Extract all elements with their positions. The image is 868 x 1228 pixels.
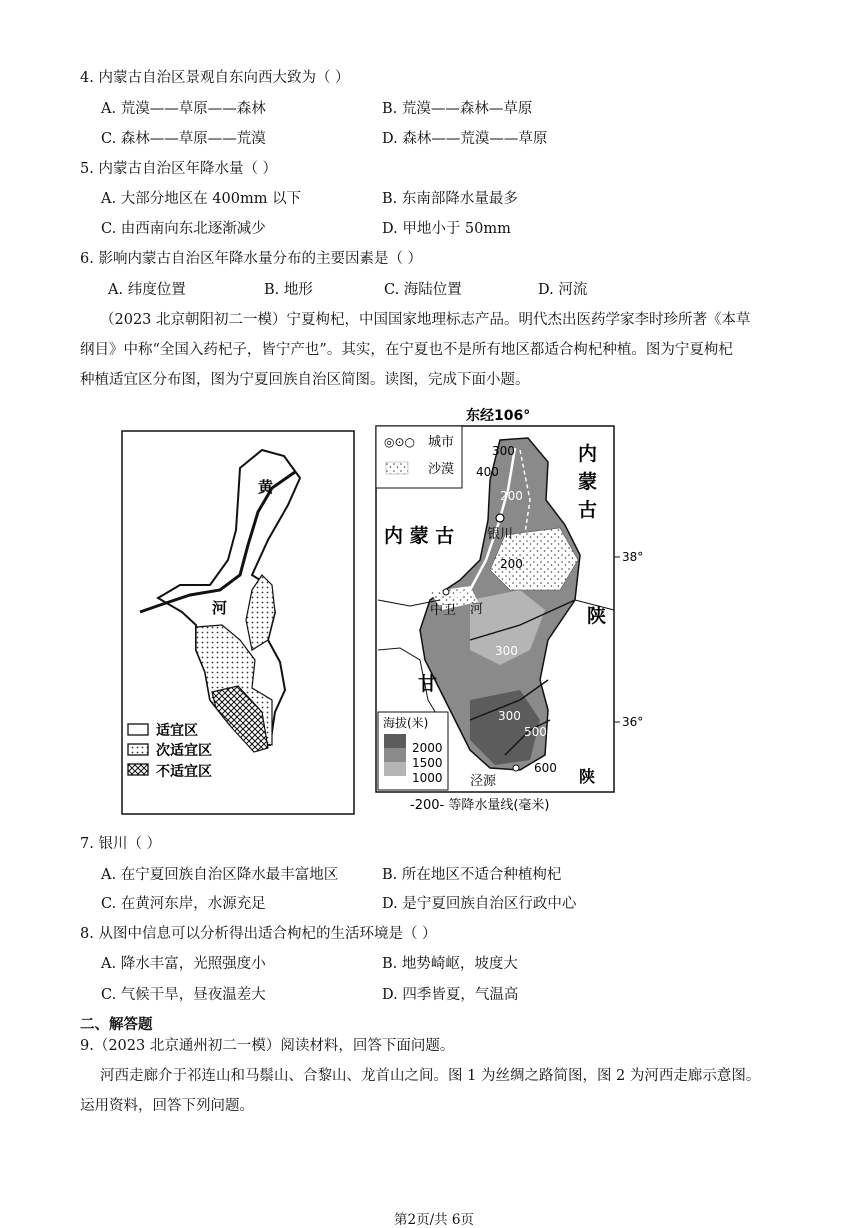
ningxia-terrain-map [376, 407, 643, 813]
legend-sub-suitable: 次适宜区 [156, 743, 212, 759]
city-zhongwei: 中卫 [430, 603, 457, 618]
isohyet-label: 300 [498, 709, 521, 723]
q8-option-b[interactable]: B. 地势崎岖，坡度大 [382, 956, 518, 972]
q7-option-a[interactable]: A. 在宁夏回族自治区降水最丰富地区 [101, 867, 339, 883]
isohyet-label: 500 [524, 725, 547, 739]
jingyuan-city-marker [513, 765, 519, 771]
legend-suitable: 适宜区 [156, 723, 198, 739]
page-footer: 第2页/共 6页 [393, 1212, 475, 1228]
q4-option-a[interactable]: A. 荒漠——草原——森林 [101, 101, 266, 117]
passage-line-1: （2023 北京朝阳初二一模）宁夏枸杞，中国国家地理标志产品。明代杰出医药学家李时珍所著《本草 [100, 312, 751, 328]
q5-option-a[interactable]: A. 大部分地区在 400mm 以下 [101, 191, 302, 207]
q5-option-b[interactable]: B. 东南部降水量最多 [382, 191, 518, 207]
question-4-stem: 4. 内蒙古自治区景观自东向西大致为（ ） [80, 70, 350, 86]
q4-option-d[interactable]: D. 森林——荒漠——草原 [382, 131, 548, 147]
elevation-1500: 1500 [412, 756, 443, 770]
question-8-stem: 8. 从图中信息可以分析得出适合枸杞的生活环境是（ ） [80, 926, 437, 942]
elevation-swatch [384, 748, 406, 762]
suitability-map [122, 431, 354, 814]
city-yinchuan: 银川 [487, 527, 514, 542]
river-char-2: 河 [212, 599, 228, 617]
elevation-1000: 1000 [412, 771, 443, 785]
elevation-2000: 2000 [412, 741, 443, 755]
passage-line-3: 种植适宜区分布图，图为宁夏回族自治区简图。读图，完成下面小题。 [80, 372, 530, 388]
isohyet-label: 200 [500, 489, 523, 503]
river-label: 河 [470, 602, 484, 617]
q9-material-line-1: 河西走廊介于祁连山和马鬃山、合黎山、龙首山之间。图 1 为丝绸之路简图，图 2 为河西走廊示意图。 [100, 1068, 761, 1084]
question-5-stem: 5. 内蒙古自治区年降水量（ ） [80, 161, 278, 177]
elevation-swatch [384, 762, 406, 776]
isohyet-label: 600 [534, 761, 557, 775]
q6-option-c[interactable]: C. 海陆位置 [384, 282, 462, 298]
passage-line-2: 纲目》中称“全国入药杞子，皆宁产也”。其实，在宁夏也不是所有地区都适合枸杞种植。图为宁夏枸杞 [80, 342, 733, 358]
yinchuan-city-marker [496, 514, 504, 522]
river-char-1: 黄 [258, 478, 274, 496]
section-heading: 二、解答题 [80, 1016, 153, 1033]
q7-option-b[interactable]: B. 所在地区不适合种植枸杞 [382, 867, 562, 883]
region-label-gansu: 甘 [418, 673, 438, 695]
region-label-inner-mongolia-1: 内 [578, 443, 598, 465]
region-label-shaanxi-1: 陕 [587, 605, 607, 627]
legend-desert: 沙漠 [428, 462, 455, 477]
q4-option-b[interactable]: B. 荒漠——森林—草原 [382, 101, 533, 117]
question-6-stem: 6. 影响内蒙古自治区年降水量分布的主要因素是（ ） [80, 251, 423, 267]
q8-option-d[interactable]: D. 四季皆夏，气温高 [382, 987, 519, 1003]
elevation-legend-title: 海拔(米) [383, 716, 429, 730]
region-label-inner-mongolia-west: 内 蒙 古 [384, 525, 455, 547]
city-jingyuan: 泾源 [470, 774, 497, 789]
q5-option-c[interactable]: C. 由西南向东北逐渐减少 [101, 221, 266, 237]
elevation-swatch [384, 734, 406, 748]
legend-city: 城市 [428, 435, 455, 450]
isohyet-legend: -200- 等降水量线(毫米) [410, 798, 550, 813]
latitude-38: 38° [622, 550, 644, 564]
q6-option-b[interactable]: B. 地形 [264, 282, 313, 298]
latitude-36: 36° [622, 715, 644, 729]
q6-option-a[interactable]: A. 纬度位置 [108, 282, 186, 298]
question-9-stem: 9.（2023 北京通州初二一模）阅读材料，回答下面问题。 [80, 1038, 455, 1054]
q5-option-d[interactable]: D. 甲地小于 50mm [382, 221, 511, 237]
q8-option-c[interactable]: C. 气候干旱，昼夜温差大 [101, 987, 266, 1003]
isohyet-label: 300 [495, 644, 518, 658]
longitude-label: 东经106° [466, 408, 531, 424]
q6-option-d[interactable]: D. 河流 [538, 282, 588, 298]
city-symbols: ◎⊙○ [384, 435, 415, 449]
q4-option-c[interactable]: C. 森林——草原——荒漠 [101, 131, 266, 147]
q8-option-a[interactable]: A. 降水丰富，光照强度小 [101, 956, 266, 972]
q7-option-c[interactable]: C. 在黄河东岸，水源充足 [101, 896, 266, 912]
q9-material-line-2: 运用资料，回答下列问题。 [80, 1098, 254, 1114]
zhongwei-city-marker [443, 589, 449, 595]
q7-option-d[interactable]: D. 是宁夏回族自治区行政中心 [382, 896, 577, 912]
region-label-shaanxi-2: 陕 [579, 767, 596, 786]
isohyet-label: 200 [500, 557, 523, 571]
isohyet-label: 300 [492, 444, 515, 458]
region-label-inner-mongolia-3: 古 [578, 499, 598, 521]
isohyet-label: 400 [476, 465, 499, 479]
legend-not-suitable: 不适宜区 [156, 764, 212, 780]
region-label-inner-mongolia-2: 蒙 [578, 471, 598, 493]
question-7-stem: 7. 银川（ ） [80, 836, 162, 852]
